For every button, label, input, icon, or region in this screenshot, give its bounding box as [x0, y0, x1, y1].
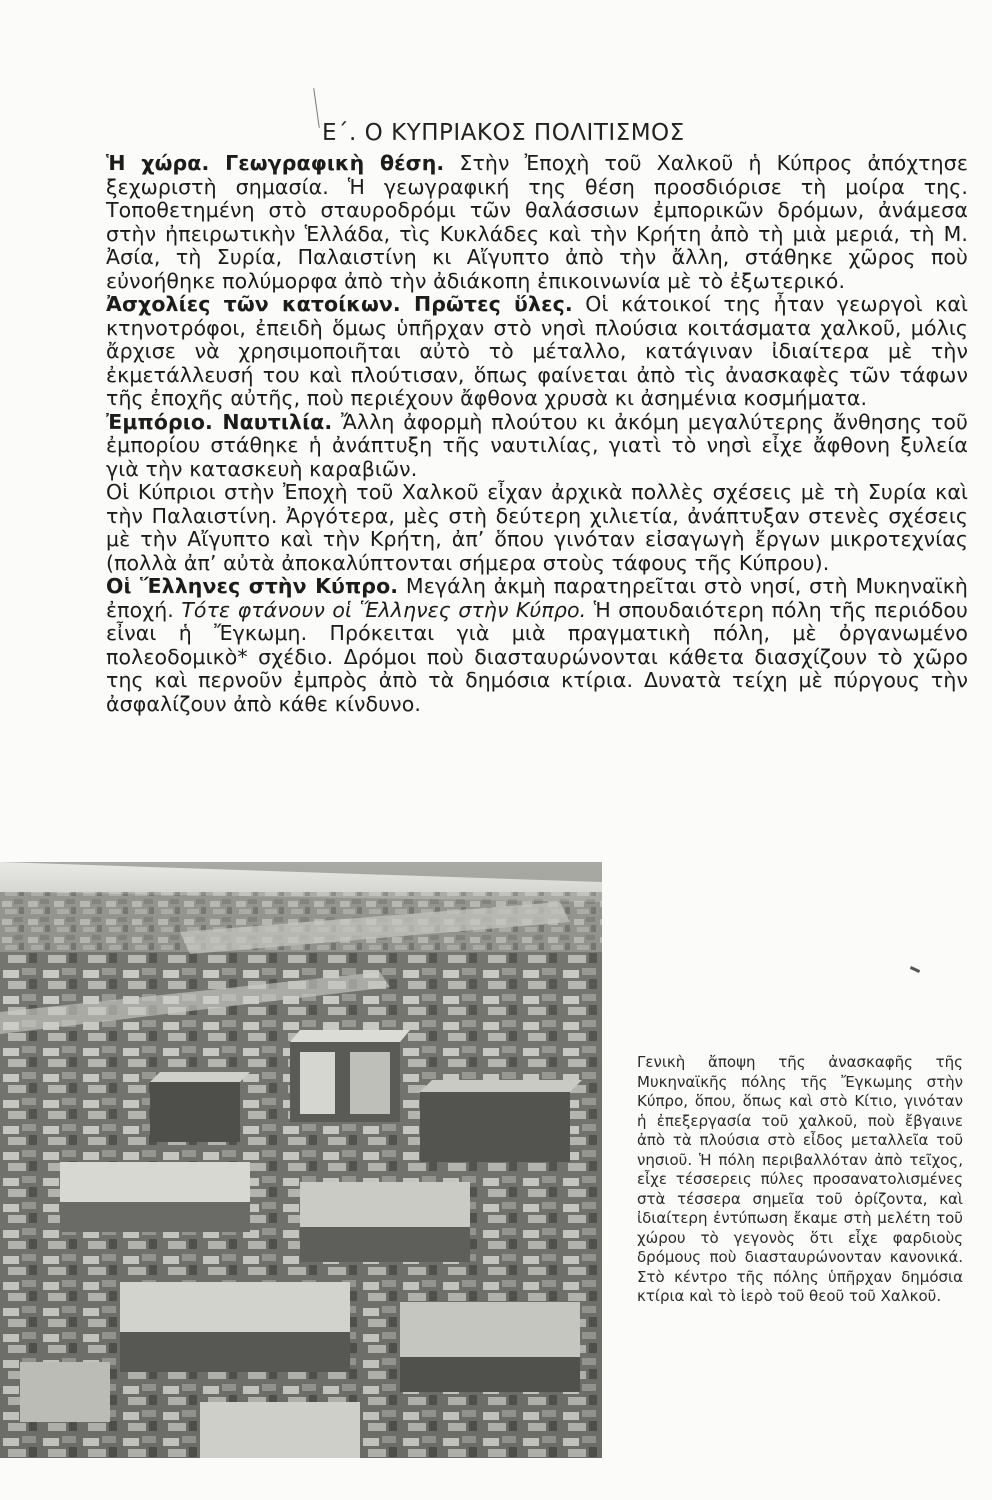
chapter-title: Ε΄. Ο ΚΥΠΡΙΑΚΟΣ ΠΟΛΙΤΙΣΜΟΣ	[322, 120, 685, 146]
section-text: Οἱ κάτοικοί της ἦταν γεωργοὶ καὶ κτηνοτρόφοι, ἐπειδὴ ὅμως ὑπῆρχαν στὸ νησὶ πλούσια κοιτάσματα χαλκοῦ, μόλις ἄρχισε νὰ χρησιμοποιῆται αὐτὸ τὸ μέταλλο, κατάγιναν ἰδιαίτερα μὲ τὴν ἐκμετάλλευσή του καὶ πλούτισαν, ὅπως φαίνεται ἀπὸ τὶς ἀνασκαφὲς τῶν τάφων τῆς ἐποχῆς αὐτῆς, ποὺ περιέχουν ἄφθονα χρυσὰ κι ἀσημένια κοσμήματα.	[106, 292, 968, 410]
margin-mark	[910, 966, 920, 973]
italic-sentence: Τότε φτάνουν οἱ Ἕλληνες στὴν Κύπρο.	[181, 597, 587, 622]
figure-caption: Γενικὴ ἄποψη τῆς ἀνασκαφῆς τῆς Μυκηναϊκῆς πόλης τῆς Ἔγκωμης στὴν Κύπρο, ὅπου, ὅπως καὶ στὸ Κίτιο, γινόταν ἡ ἐπεξεργασία τοῦ χαλκοῦ, ποὺ ἔβγαινε ἀπὸ τὰ πλούσια στὸ εἶδος μεταλλεῖα τοῦ νησιοῦ. Ἡ πόλη περιβαλλόταν ἀπὸ τεῖχος, εἶχε τέσσερεις πύλες προσανατολισμένες στὰ τέσσερα σημεῖα τοῦ ὁρίζοντα, καὶ ἰδιαίτερη ἐντύπωση ἔκαμε στὴ μελέτη τοῦ χώρου τὸ γεγονὸς ὅτι εἶχε φαρδιοὺς δρόμους ποὺ διασταυρώνονταν κανονικά. Στὸ κέντρο τῆς πόλης ὑπῆρχαν δημόσια κτίρια καὶ τὸ ἱερὸ τοῦ θεοῦ τοῦ Χαλκοῦ.	[637, 1053, 963, 1305]
excavation-photo	[0, 862, 602, 1458]
section-heading: Ἀσχολίες τῶν κατοίκων. Πρῶτες ὕλες.	[106, 292, 573, 316]
paragraph-trade	[106, 411, 968, 482]
paragraph-geography	[106, 152, 968, 293]
section-text: Οἱ Κύπριοι στὴν Ἐποχὴ τοῦ Χαλκοῦ εἶχαν ἀρχικὰ πολλὲς σχέσεις μὲ τὴ Συρία καὶ τὴν Παλαιστίνη. Ἀργότερα, μὲς στὴ δεύτερη χιλιετία, ἀνάπτυξαν στενὲς σχέσεις μὲ τὴν Αἴγυπτο καὶ τὴν Κρήτη, ἀπ’ ὅπου γινόταν εἰσαγωγὴ ἔργων μικροτεχνίας (πολλὰ ἀπ’ αὐτὰ ἀποκαλύπτονται σήμερα στοὺς τάφους τῆς Κύπρου).	[106, 480, 968, 575]
section-heading: Ἡ χώρα. Γεωγραφικὴ θέση.	[106, 151, 445, 175]
section-text: Ἡ σπουδαιότερη πόλη τῆς περιόδου εἶναι ἡ Ἔγκωμη. Πρόκειται γιὰ μιὰ πραγματικὴ πόλη, μὲ ὀργανωμένο πολεοδομικὸ* σχέδιο. Δρόμοι ποὺ διασταυρώνονται κάθετα διασχίζουν τὸ χῶρο της καὶ περνοῦν ἐμπρὸς ἀπὸ τὰ δημόσια κτίρια. Δυνατὰ τείχη μὲ πύργους τὴν ἀσφαλίζουν ἀπὸ κάθε κίνδυνο.	[106, 597, 968, 716]
section-text: Στὴν Ἐποχὴ τοῦ Χαλκοῦ ἡ Κύπρος ἀπόχτησε ξεχωριστὴ σημασία. Ἡ γεωγραφική της θέση προσδιόρισε τὴ μοίρα της. Τοποθετημένη στὸ σταυροδρόμι τῶν θαλάσσιων ἐμπορικῶν δρόμων, ἀνάμεσα στὴν ἠπειρωτικὴν Ἑλλάδα, τὶς Κυκλάδες καὶ τὴν Κρήτη ἀπὸ τὴ μιὰ μεριά, τὴ Μ. Ἀσία, τὴ Συρία, Παλαιστίνη κι Αἴγυπτο ἀπὸ τὴν ἄλλη, στάθηκε χῶρος ποὺ εὐνοήθηκε πολύμορφα ἀπὸ τὴν ἀδιάκοπη ἐπικοινωνία μὲ τὸ ἐξωτερικό.	[106, 151, 968, 293]
margin-pencil-mark	[313, 88, 320, 128]
paragraph-occupations	[106, 293, 968, 411]
paragraph-relations	[106, 481, 968, 575]
section-text: Μεγάλη ἀκμὴ παρατηρεῖται στὸ νησί, στὴ Μυκηναϊκὴ ἐποχή.	[106, 574, 968, 622]
section-heading: Οἱ Ἕλληνες στὴν Κύπρο.	[106, 574, 399, 598]
main-text	[106, 152, 968, 716]
section-text: Ἄλλη ἀφορμὴ πλούτου κι ἀκόμη μεγαλύτερης ἄνθησης τοῦ ἐμπορίου στάθηκε ἡ ἀνάπτυξη τῆς ναυτιλίας, γιατὶ τὸ νησὶ εἶχε ἄφθονη ξυλεία γιὰ τὴν κατασκευὴ καραβιῶν.	[106, 409, 968, 481]
paragraph-greeks	[106, 575, 968, 716]
section-heading: Ἐμπόριο. Ναυτιλία.	[106, 409, 333, 434]
